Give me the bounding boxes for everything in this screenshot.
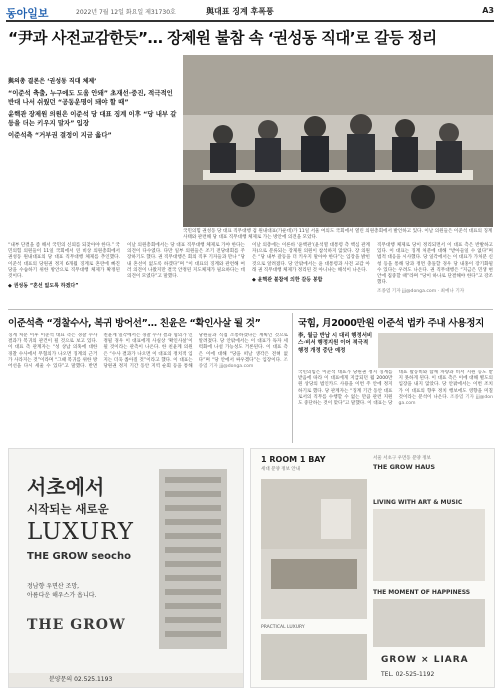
ad-right-subtitle: 세대 분양 정보 안내	[261, 467, 301, 472]
news-photo	[183, 55, 493, 227]
ad-copy-1: 정남향 우면산 조망,	[27, 583, 80, 590]
ad-subtitle: 시작되는 새로운	[27, 502, 109, 516]
article2-headline: 이준석측 “경찰수사, 복귀 방어선”… 친윤은 “확인사살 될 것”	[8, 318, 261, 329]
article3-body-text: 국민의힘은 이준석 대표가 당원권 정지 징계를 받음에 따라 이 대표에게 지급되던 월 2000만 원 상당의 법인카드 사용을 이번 주 안에 정지하기로 했다. 당 관계자는 “징계 기간 동안 대표로서의 직무를 수행할 수 없는 만큼 관련 지원도 중단하는 것이 맞다”고 말했다. 이 대표는 당 대표 활동비와 함께 차량과 비서 지원 등도 받지 못하게 된다. 이 대표 측은 이에 대해 별도의 입장을 내지 않았다. 당 안팎에서는 이번 조치가 이 대표의 향후 정치 행보에도 영향을 미칠 것이라는 분석이 나온다.	[298, 370, 493, 407]
section-title: 與대표 징계 후폭풍	[206, 7, 274, 16]
section-divider	[8, 309, 493, 310]
ad-right-photo-3	[373, 599, 485, 647]
lead-text: “이준석 축출, 누구에도 도움 안돼” 초재선·중진, 적극적인 반대 나서 쉬웠던 “공동운명이 돼야 할 때”	[8, 89, 173, 106]
ad-right-living-text: LIVING WITH ART & MUSIC	[373, 499, 463, 506]
article3-subhead: 李, 월급 반납 시 대리 행정서비스·비서 행정지원 이어 적극적 행정 개정 중단 예정	[298, 333, 373, 354]
article-body-col-1	[8, 243, 120, 292]
article2-body	[8, 333, 288, 443]
article-subhead: ◆ 권성동 “혼선 없도록 하겠다”	[8, 283, 79, 290]
ad-brand-logo: THE GROW	[27, 617, 126, 633]
ad-right-photo-2	[373, 509, 485, 581]
article2-byline: 조종엽 기자 jjj@donga.com	[198, 357, 288, 370]
article-body-paragraph: “내부 단결을 좀 해서 국민의 신뢰를 되찾아야 한다.” 국민의힘 의원들이 11일 국회에서 연 비상 의원총회에서 권성동 원내대표의 당 대표 직무대행 체제를 추인했다. 이준석 대표의 당원권 정지 6개월 징계로 혼란에 빠진 당을 수습하기 위한 방안으로 직무대행 체제가 확정된 것이다.	[8, 243, 120, 280]
ad-right-moment-text: THE MOMENT OF HAPPINESS	[373, 589, 471, 596]
issue-date: 2022년 7월 12일 화요일 제31730호	[76, 9, 176, 16]
ad-right-footer-brand: GROW × LIARA	[381, 655, 469, 665]
article-subhead: ◆ 윤핵관 불참에 의한 갈등 봉합	[252, 277, 323, 284]
meeting-photo-illustration	[183, 55, 493, 227]
article-body-col-2	[127, 243, 245, 280]
column-divider	[292, 313, 293, 443]
ad-title: 서초에서	[27, 475, 105, 499]
photo-caption: 국민의힘 권성동 당 대표 직무대행 겸 원내대표(가운데)가 11일 서울 여의도 국회에서 열린 의원총회에서 발언하고 있다. 이날 의원들은 이준석 대표의 징계 사태와 관련해 당 대표 직무대행 체제로 가는 방안에 의견을 모았다.	[183, 229, 493, 240]
building-illustration	[149, 459, 237, 649]
ad-right-location: 서울 서초구 우면동 분양 정보	[373, 456, 431, 461]
article2-body-text: 징계 처분 이후 이준석 대표 측은 경찰 수사 결과가 복귀의 관건이 될 것으로 보고 있다. 이 대표 측 관계자는 “성 상납 의혹에 대한 경찰 수사에서 무혐의가 나오면 징계의 근거가 사라지는 것”이라며 “그때 복귀를 위한 방어선을 다시 세울 수 있다”고 말했다. 반면 친윤계 일각에서는 경찰 수사 결과 혐의가 인정될 경우 이 대표에게 사실상 ‘확인사살’이 될 것이라는 관측이 나온다. 한 친윤계 의원은 “수사 결과가 나오면 이 대표의 정치적 입지는 더욱 좁아질 것”이라고 했다. 이 대표는 당원권 정지 기간 동안 지역 순회 등을 통해 당원들과 직접 소통하겠다는 계획인 것으로 알려졌다. 당 안팎에서는 이 대표가 독자 세력화에 나설 가능성도 거론된다. 이 대표 측은 이에 대해 “당을 떠날 생각은 전혀 없다”며 “당 안에서 싸우겠다”는 입장이다.	[8, 333, 288, 370]
lead-text-3: 이준석측 “거부권 결정이 지금 옳다”	[8, 131, 112, 140]
article-body-paragraph: 직무대행 체제로 당이 정리되면서 이 대표 측은 반발하고 있다. 이 대표는 징계 처분에 대해 “받아들일 수 없다”며 법적 대응을 시사했다. 당 일각에서는 이 대표가 가처분 신청 등을 통해 당과 정면 충돌할 경우 당 내홍이 장기화될 수 있다는 우려도 나온다. 권 직무대행은 “지금은 민생 현안에 집중할 때”라며 “당이 하나로 단결해야 한다”고 강조했다.	[377, 243, 493, 286]
ad-phone: 분양문의 02.525.1193	[9, 673, 243, 687]
lead-text-2: 윤핵관 장제원 의원은 이준석 당 대표 징계 이후 “당 내부 갈등을 더는 키우지 말자” 입장	[8, 110, 177, 127]
article-body-paragraph: 이날 의총에는 이른바 ‘윤핵관’(윤석열 대통령 측 핵심 관계자)으로 분류되는 장제원 의원이 참석하지 않았다. 장 의원은 “당 내부 갈등을 더 키우지 말아야 한다”는 입장을 밝힌 것으로 알려졌다. 당 안팎에서는 윤 대통령과 사전 교감 아래 권 직무대행 체제가 정리된 것 아니냐는 해석이 나온다.	[252, 243, 370, 273]
ad-right-brand: THE GROW HAUS	[373, 463, 436, 471]
ad-right-photo-4	[261, 634, 367, 680]
ad-copy-2: 아름다운 해우스가 옵니다.	[27, 592, 97, 599]
article-body-col-4	[377, 243, 493, 296]
lead-block	[8, 76, 178, 140]
ad-brand-line: THE GROW seocho	[27, 551, 131, 562]
page-number: A3	[482, 6, 494, 15]
main-headline: “尹과 사전교감한듯”… 장제원 불참 속 ‘권성동 직대’로 갈등 정리	[8, 29, 437, 47]
article-body-col-3	[252, 243, 370, 286]
article3-body	[298, 370, 493, 443]
article3-headline: 국힘, 月2000만원 이준석 법카 주내 사용정지	[298, 318, 484, 329]
article-body-paragraph: 이날 의원총회에서는 당 대표 직무대행 체제로 가야 한다는 의견이 다수였다. 다만 일부 의원들은 조기 전당대회를 주장하기도 했다. 권 직무대행은 회의 직후 기자들과 만나 “당내 혼선이 없도록 하겠다”며 “이 대표의 징계와 관련해 여러 의견이 나왔지만 결국 안정된 지도체제가 필요하다는 데 의견이 모였다”고 말했다.	[127, 243, 245, 280]
lead-kicker: 與의총 결론은 ‘권성동 직대 체제’	[8, 78, 97, 85]
article-byline: 조종엽 기자 jjj@donga.com · 최예나 기자	[377, 289, 465, 295]
article3-byline: 조종엽 기자 jjj@donga.com	[398, 394, 493, 407]
advertisement-grow-haus[interactable]	[250, 448, 495, 688]
ad-right-practical-text: PRACTICAL LUXURY	[261, 625, 305, 630]
article3-photo	[378, 333, 493, 368]
masthead	[6, 4, 494, 22]
ad-luxury-text: LUXURY	[27, 519, 134, 545]
interior-illustration	[261, 479, 367, 619]
interior-photo	[261, 479, 367, 619]
ad-right-title: 1 ROOM 1 BAY	[261, 455, 326, 464]
advertisement-grow-seocho[interactable]	[8, 448, 244, 688]
newspaper-logo: 동아일보	[6, 7, 49, 20]
ad-right-phone: TEL. 02-525-1192	[381, 671, 435, 678]
